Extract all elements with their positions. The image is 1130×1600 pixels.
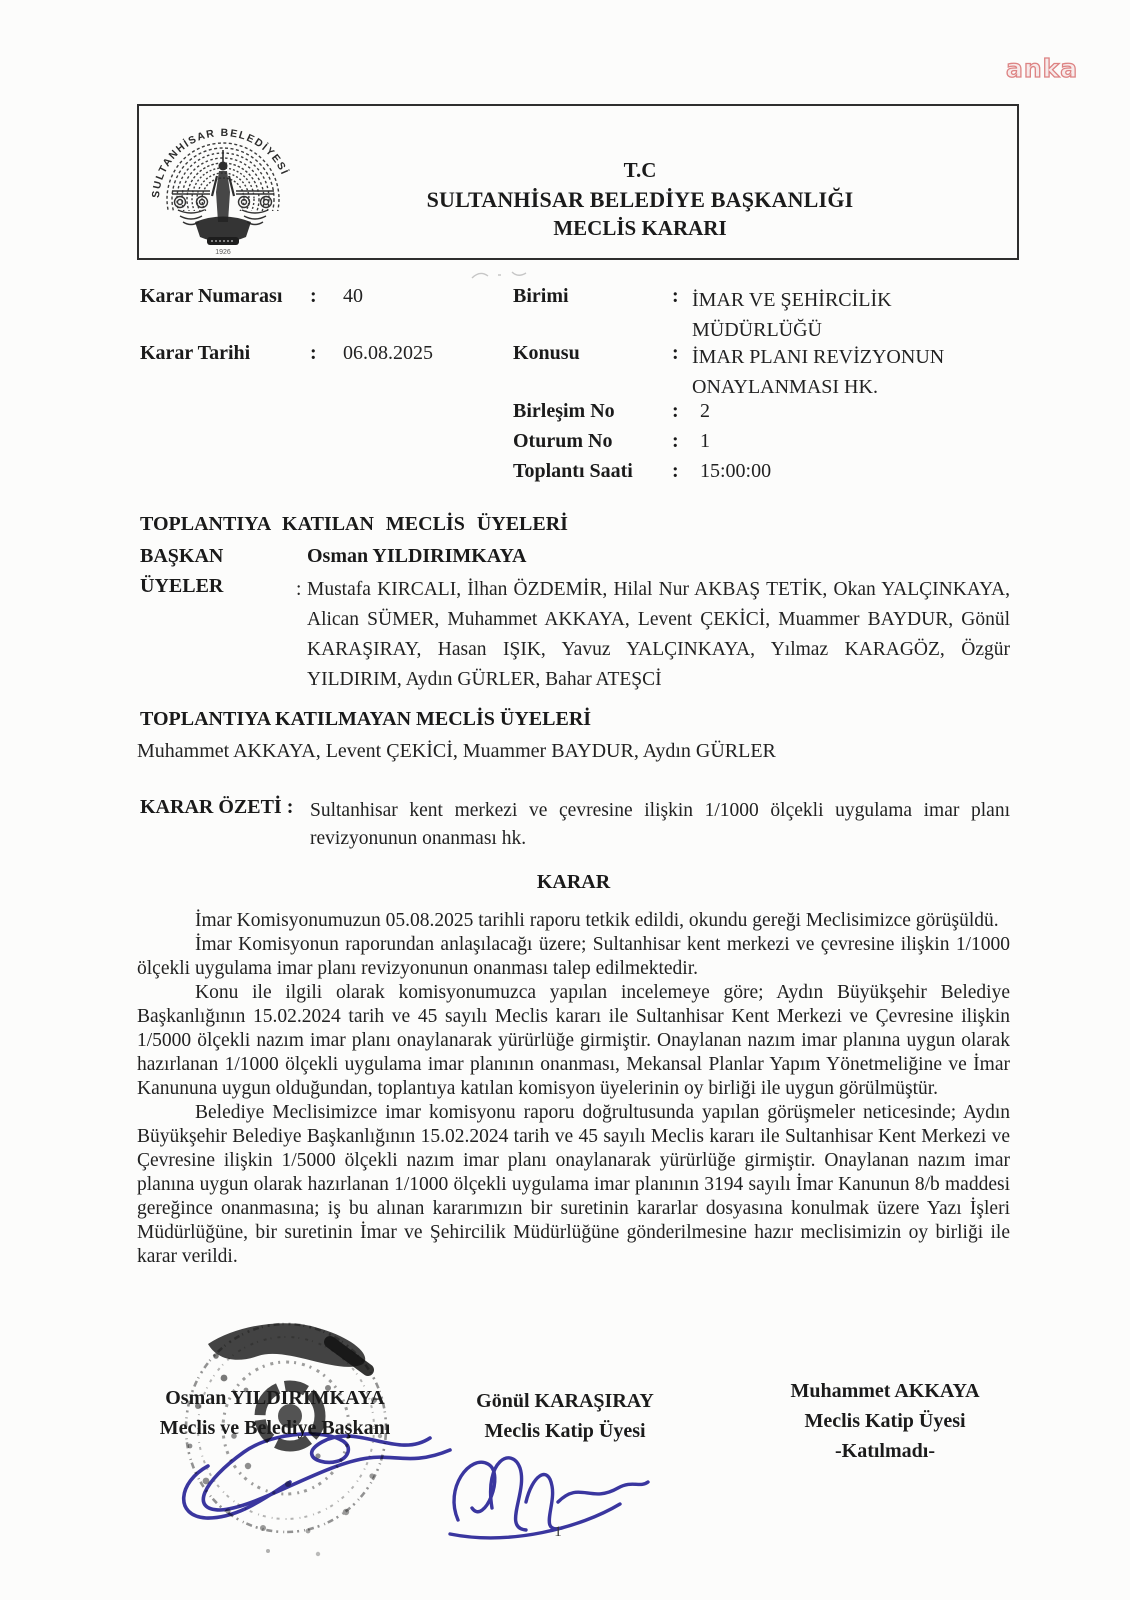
attendees-title: TOPLANTIYA KATILAN MECLİS ÜYELERİ	[140, 513, 568, 535]
signer-name: Muhammet AKKAYA	[790, 1380, 980, 1402]
chair-label: BAŞKAN	[140, 545, 224, 567]
signer-title: Meclis ve Belediye Başkanı	[159, 1417, 391, 1439]
birimi-label: Birimi	[513, 285, 569, 307]
summary-text: Sultanhisar kent merkezi ve çevresine ilişkin 1/1000 ölçekli uygulama imar planı revizyonunun onanması hk.	[310, 800, 1010, 849]
colon: :	[672, 342, 679, 364]
members-label: ÜYELER	[140, 575, 224, 597]
colon: :	[672, 285, 679, 307]
toplanti-saati-value: 15:00:00	[700, 460, 772, 482]
colon: :	[672, 400, 679, 422]
emblem-base	[195, 217, 251, 257]
signer-title: Meclis Katip Üyesi	[484, 1420, 646, 1442]
signer-absent-note: -Katılmadı-	[835, 1440, 935, 1462]
signer-title: Meclis Katip Üyesi	[804, 1410, 966, 1432]
birlesim-no-value: 2	[700, 400, 710, 422]
colon: :	[296, 579, 302, 600]
emblem-year: 1926	[215, 249, 231, 256]
konusu-value: İMAR PLANI REVİZYONUN ONAYLANMASI HK.	[692, 346, 945, 398]
decision-paragraph: Belediye Meclisimizce imar komisyonu raporu doğrultusunda yapılan görüşmeler neticesinde; Aydın Büyükşehir Belediye Başkanlığının 15.02.2024 tarih ve 45 sayılı Meclis kararı ile Sultanhisar Kent Merkezi ve Çevresine ilişkin 1/5000 ölçekli nazım imar planı onaylanarak yürürlüğe girmiştir. Onaylanan nazım imar planına uygun olarak hazırlanan 1/1000 ölçekli uygulama imar planının 3194 sayılı İmar Kanunun 8/b maddesi gereğince onanmasına; iş bu alınan kararımızın bir suretinin kararlar dosyasına konulmak üzere Yazı İşleri Müdürlüğüne, bir suretinin İmar ve Şehircilik Müdürlüğüne gönderilmesine hazır meclisimizin oy birliği ile karar verildi.	[137, 1102, 1010, 1267]
decision-paragraph: İmar Komisyonun raporundan anlaşılacağı üzere; Sultanhisar kent merkezi ve çevresine ilişkin 1/1000 ölçekli uygulama imar planı revizyonunun onanması talep edilmektedir.	[137, 934, 1010, 979]
header-organization: SULTANHİSAR BELEDİYE BAŞKANLIĞI	[426, 187, 854, 212]
oturum-no-label: Oturum No	[513, 430, 613, 452]
anka-watermark: anka	[1006, 54, 1079, 83]
header-doc-type: MECLİS KARARI	[553, 216, 727, 240]
oturum-no-value: 1	[700, 430, 710, 452]
absentees-list: Muhammet AKKAYA, Levent ÇEKİCİ, Muammer BAYDUR, Aydın GÜRLER	[137, 740, 776, 762]
toplanti-saati-label: Toplantı Saati	[513, 460, 633, 482]
karar-numarasi-value: 40	[343, 285, 363, 307]
summary-label: KARAR ÖZETİ :	[140, 796, 294, 818]
colon: :	[672, 460, 679, 482]
signer-name: Gönül KARAŞIRAY	[476, 1390, 654, 1412]
members-list: Mustafa KIRCALI, İlhan ÖZDEMİR, Hilal Nur AKBAŞ TETİK, Okan YALÇINKAYA, Alican SÜMER, Muhammet AKKAYA, Levent ÇEKİCİ, Muammer BAYDUR, Gönül KARAŞIRAY, Hasan IŞIK, Yavuz YALÇINKAYA, Yılmaz KARAGÖZ, Özgür YILDIRIM, Aydın GÜRLER, Bahar ATEŞCİ	[307, 579, 1010, 690]
colon: :	[310, 285, 317, 307]
handwritten-signature-chairman	[172, 1408, 457, 1523]
karar-tarihi-label: Karar Tarihi	[140, 342, 251, 364]
signer-name: Osman YILDIRIMKAYA	[165, 1387, 385, 1409]
karar-numarasi-label: Karar Numarası	[140, 285, 283, 307]
chair-name: Osman YILDIRIMKAYA	[307, 545, 527, 567]
decision-paragraph: Konu ile ilgili olarak komisyonumuzca yapılan incelemeye göre; Aydın Büyükşehir Belediye Başkanlığının 15.02.2024 tarih ve 45 sayılı Meclis kararı ile Sultanhisar Kent Merkezi ve Çevresine ilişkin 1/5000 ölçekli nazım imar planı onaylanarak yürürlüğe girmiştir. Onaylanan nazım imar planına uygun olarak hazırlanan 1/1000 ölçekli uygulama imar planının onanması, Mekansal Planlar Yapım Yönetmeliğine ve İmar Kanununa uygun olduğundan, toplantıya katılan komisyon üyelerinin oy birliği ile uygun görülmüştür.	[137, 982, 1010, 1099]
document-header	[300, 156, 980, 243]
birimi-value: İMAR VE ŞEHİRCİLİK MÜDÜRLÜĞÜ	[692, 289, 892, 341]
absentees-title: TOPLANTIYA KATILMAYAN MECLİS ÜYELERİ	[140, 708, 592, 730]
page-number: 1	[554, 1524, 562, 1540]
decision-heading: KARAR	[536, 871, 611, 893]
colon: :	[672, 430, 679, 452]
header-tc: T.C	[623, 158, 657, 182]
konusu-label: Konusu	[513, 342, 580, 364]
decision-paragraph: İmar Komisyonumuzun 05.08.2025 tarihli raporu tetkik edildi, okundu gereği Meclisimizce görüşüldü.	[195, 910, 999, 931]
municipality-emblem-logo	[150, 110, 296, 256]
emblem-statue	[212, 150, 234, 222]
emblem-arc-text: SULTANHİSAR BELEDİYESİ	[150, 126, 291, 199]
colon: :	[310, 342, 317, 364]
pencil-smudge-artifact	[468, 266, 538, 284]
decision-body	[137, 909, 1010, 1269]
birlesim-no-label: Birleşim No	[513, 400, 615, 422]
signature-block-clerk-1	[440, 1386, 690, 1446]
signature-block-clerk-2	[760, 1376, 1010, 1466]
karar-tarihi-value: 06.08.2025	[343, 342, 433, 364]
